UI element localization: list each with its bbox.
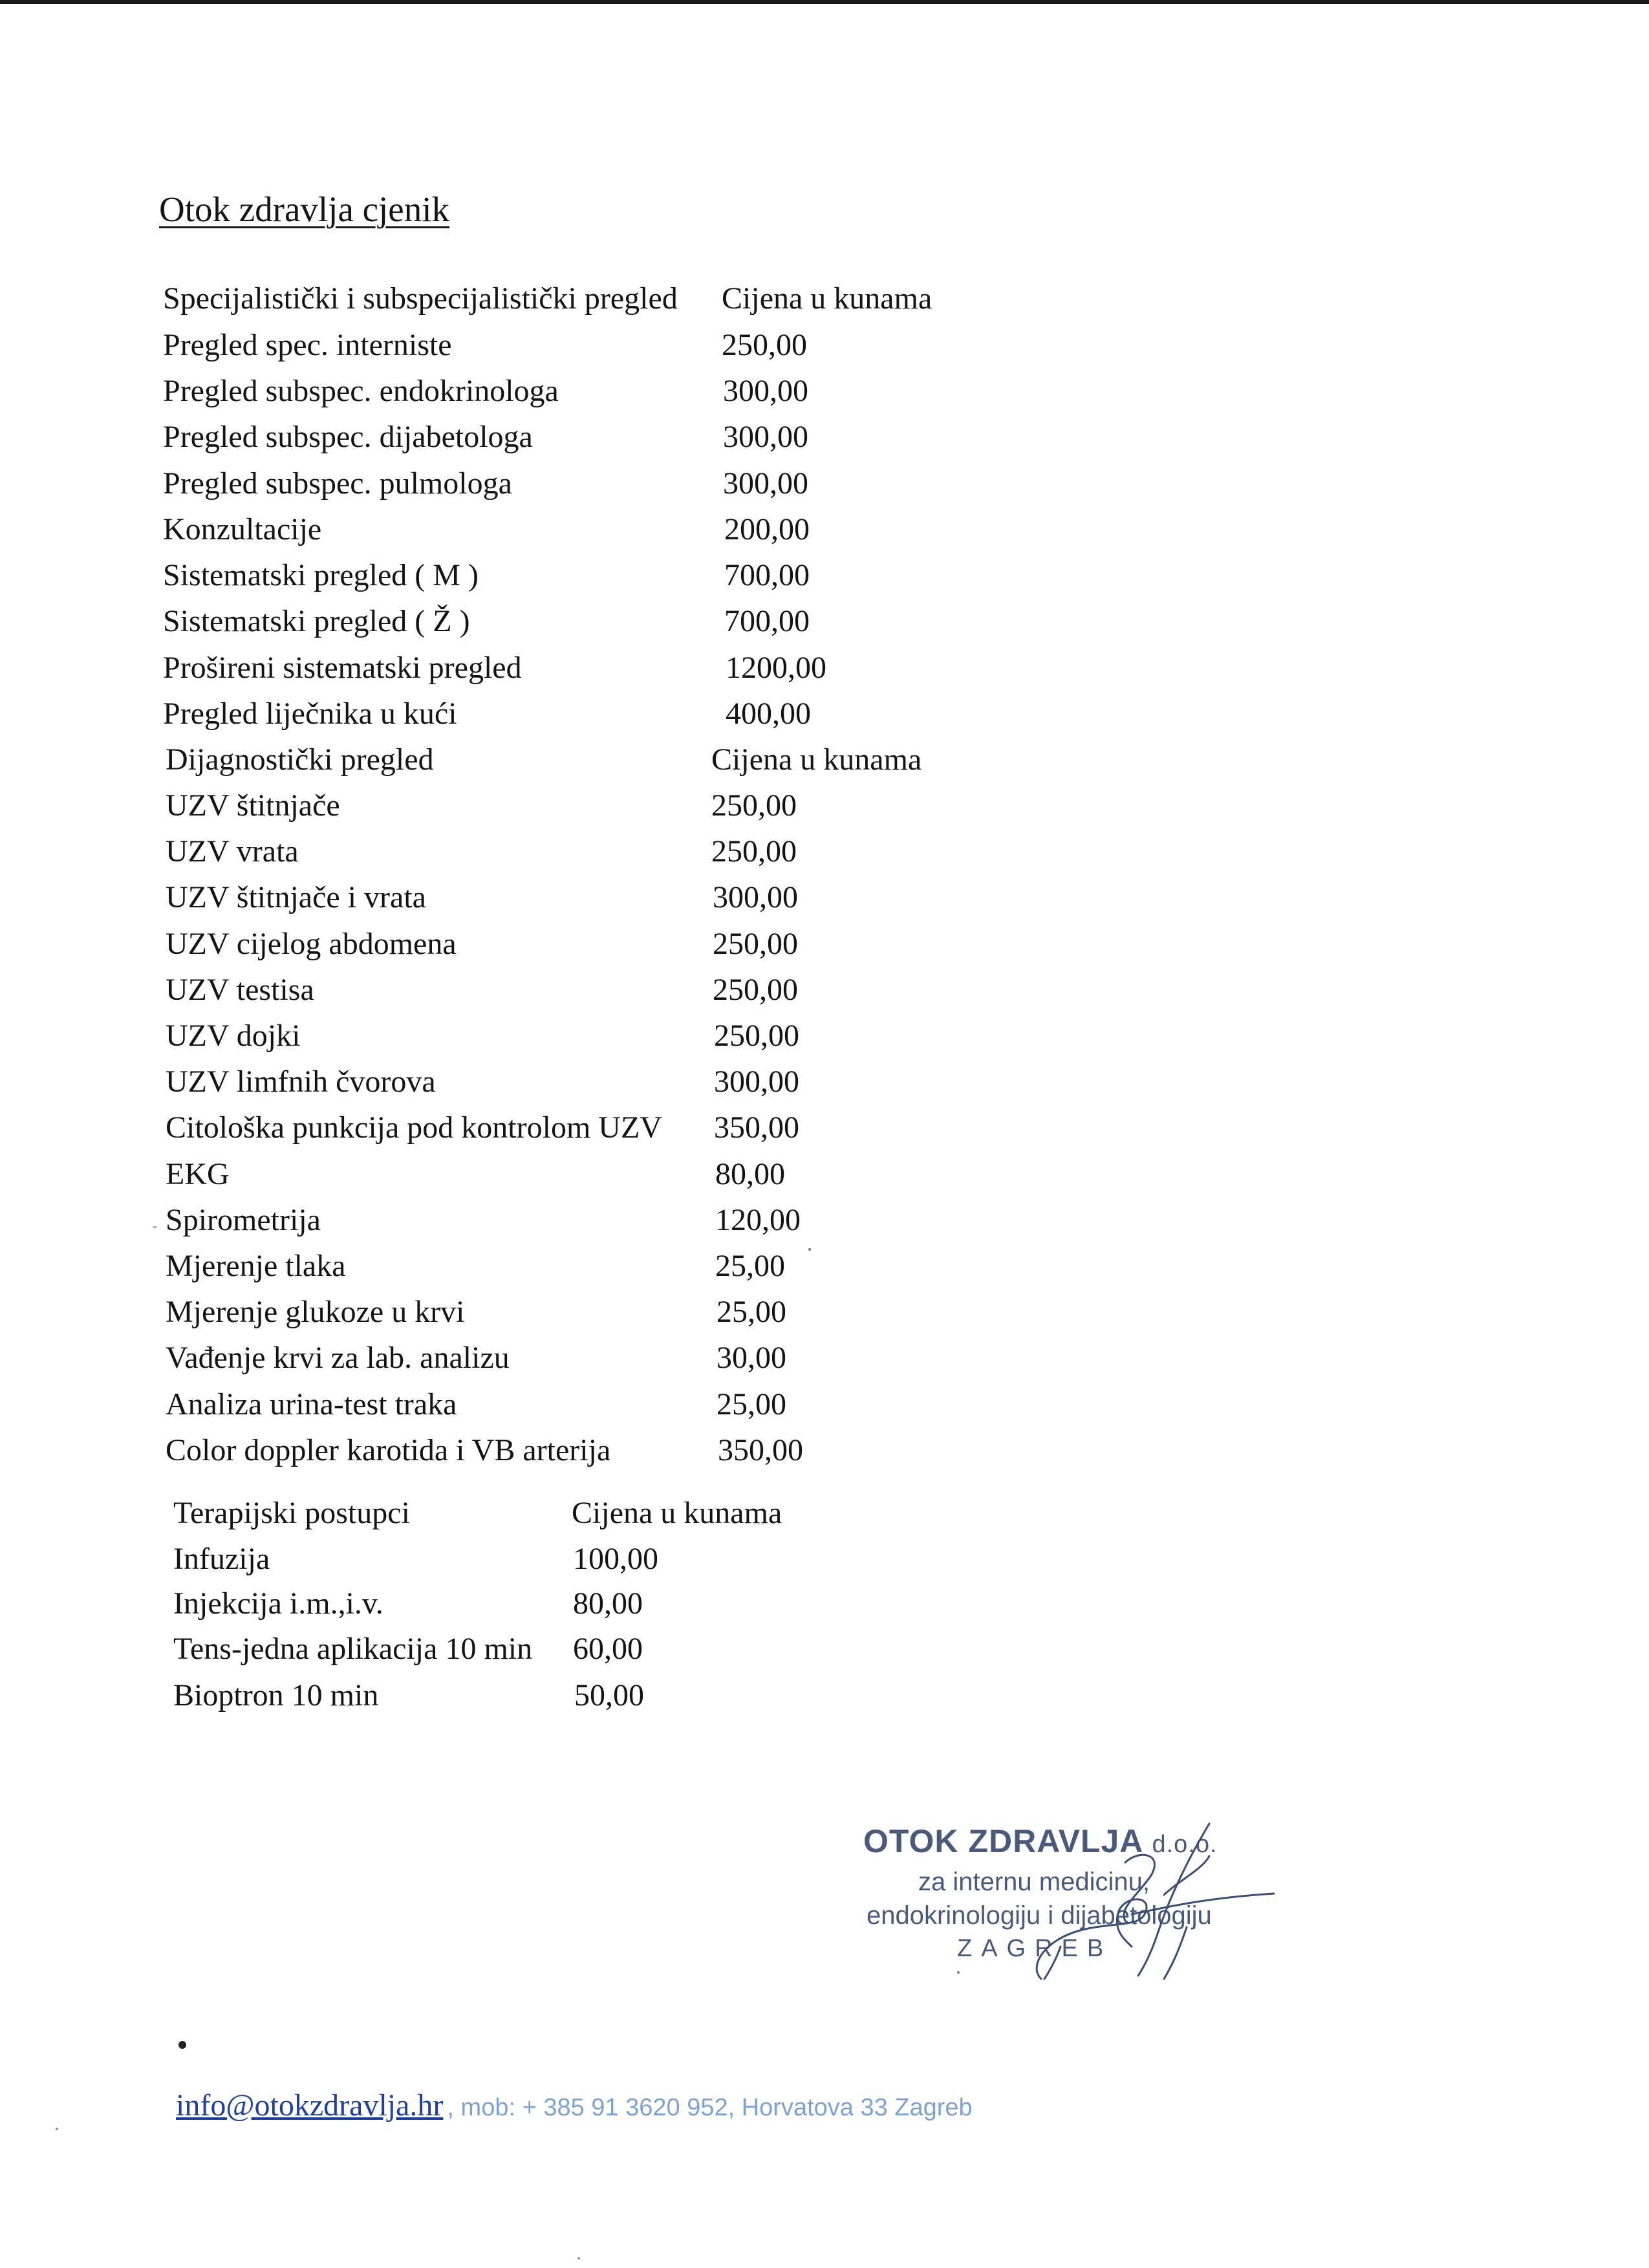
scan-speck	[153, 1226, 157, 1228]
stamp-name-text: OTOK ZDRAVLJA	[863, 1823, 1143, 1859]
scan-edge	[0, 0, 1649, 4]
item-label: Pregled subspec. dijabetologa	[163, 420, 533, 454]
item-label: UZV cijelog abdomena	[166, 927, 457, 961]
item-price: 25,00	[715, 1249, 785, 1283]
section-header-price: Cijena u kunama	[722, 281, 932, 316]
item-label: Analiza urina-test traka	[166, 1387, 457, 1421]
item-price: 60,00	[573, 1632, 643, 1666]
bullet-mark	[178, 2041, 186, 2049]
item-label: Mjerenje tlaka	[166, 1249, 346, 1283]
stamp-city: ZAGREB	[957, 1935, 1113, 1962]
email-link[interactable]: info@otokzdravlja.hr	[176, 2088, 444, 2122]
item-price: 700,00	[724, 558, 810, 592]
item-label: EKG	[166, 1157, 230, 1191]
item-price: 80,00	[573, 1586, 643, 1621]
item-label: Pregled liječnika u kući	[163, 697, 457, 731]
item-price: 80,00	[715, 1157, 785, 1191]
item-price: 100,00	[573, 1542, 658, 1576]
item-label: Pregled subspec. endokrinologa	[163, 374, 559, 408]
item-price: 25,00	[717, 1387, 786, 1421]
item-price: 250,00	[711, 834, 797, 869]
contact-info: , mob: + 385 91 3620 952, Horvatova 33 Zagreb	[447, 2094, 973, 2121]
item-label: UZV testisa	[166, 973, 314, 1007]
item-price: 350,00	[714, 1110, 799, 1145]
item-price: 300,00	[714, 1064, 799, 1099]
stamp-line-2: za internu medicinu,	[918, 1868, 1150, 1896]
stamp-line-3: endokrinologiju i dijabetologiju	[867, 1901, 1212, 1930]
item-price: 300,00	[723, 420, 808, 454]
scan-speck	[957, 1971, 960, 1974]
scan-speck	[56, 2128, 58, 2130]
item-price: 250,00	[711, 788, 797, 823]
item-price: 1200,00	[726, 651, 826, 685]
item-price: 120,00	[715, 1203, 801, 1237]
item-price: 30,00	[717, 1341, 786, 1375]
item-label: Spirometrija	[166, 1203, 321, 1237]
section-header-label: Specijalistički i subspecijalistički pregled	[163, 281, 678, 316]
item-label: Tens-jedna aplikacija 10 min	[173, 1632, 533, 1666]
item-label: UZV štitnjače	[166, 788, 340, 823]
section-header-price: Cijena u kunama	[572, 1496, 782, 1530]
item-price: 25,00	[717, 1295, 786, 1329]
section-header-price: Cijena u kunama	[711, 742, 922, 777]
item-label: UZV dojki	[166, 1019, 301, 1053]
scan-speck	[808, 1248, 811, 1251]
footer-contact	[176, 2088, 973, 2123]
item-price: 200,00	[724, 512, 810, 546]
item-price: 400,00	[726, 697, 811, 731]
item-price: 700,00	[724, 604, 810, 638]
item-label: Mjerenje glukoze u krvi	[166, 1295, 465, 1329]
item-label: Bioptron 10 min	[173, 1678, 379, 1712]
item-price: 50,00	[574, 1678, 644, 1712]
item-label: Sistematski pregled ( M )	[163, 558, 479, 592]
item-label: Konzultacije	[163, 512, 322, 546]
item-label: Prošireni sistematski pregled	[163, 651, 522, 685]
item-label: Vađenje krvi za lab. analizu	[166, 1341, 510, 1375]
stamp-suffix: d.o.o.	[1152, 1831, 1218, 1858]
item-label: UZV štitnjače i vrata	[166, 880, 426, 914]
item-price: 250,00	[722, 328, 807, 362]
section-header-label: Dijagnostički pregled	[166, 742, 434, 777]
item-label: Citološka punkcija pod kontrolom UZV	[166, 1110, 662, 1145]
signature	[931, 1817, 1280, 1985]
section-header-label: Terapijski postupci	[173, 1496, 410, 1530]
item-label: Infuzija	[173, 1542, 270, 1576]
item-price: 250,00	[714, 1019, 799, 1053]
item-label: Pregled subspec. pulmologa	[163, 466, 512, 501]
item-price: 300,00	[713, 880, 798, 914]
item-label: UZV limfnih čvorova	[166, 1064, 436, 1099]
item-price: 300,00	[723, 374, 808, 408]
scan-speck	[577, 2257, 580, 2260]
item-label: UZV vrata	[166, 834, 299, 869]
item-price: 300,00	[723, 466, 808, 501]
item-label: Sistematski pregled ( Ž )	[163, 604, 470, 638]
item-price: 250,00	[713, 973, 798, 1007]
item-label: Color doppler karotida i VB arterija	[166, 1433, 611, 1467]
item-price: 250,00	[713, 927, 798, 961]
item-label: Injekcija i.m.,i.v.	[173, 1586, 383, 1621]
item-price: 350,00	[718, 1433, 803, 1467]
item-label: Pregled spec. interniste	[163, 328, 452, 362]
page-title: Otok zdravlja cjenik	[159, 189, 449, 229]
